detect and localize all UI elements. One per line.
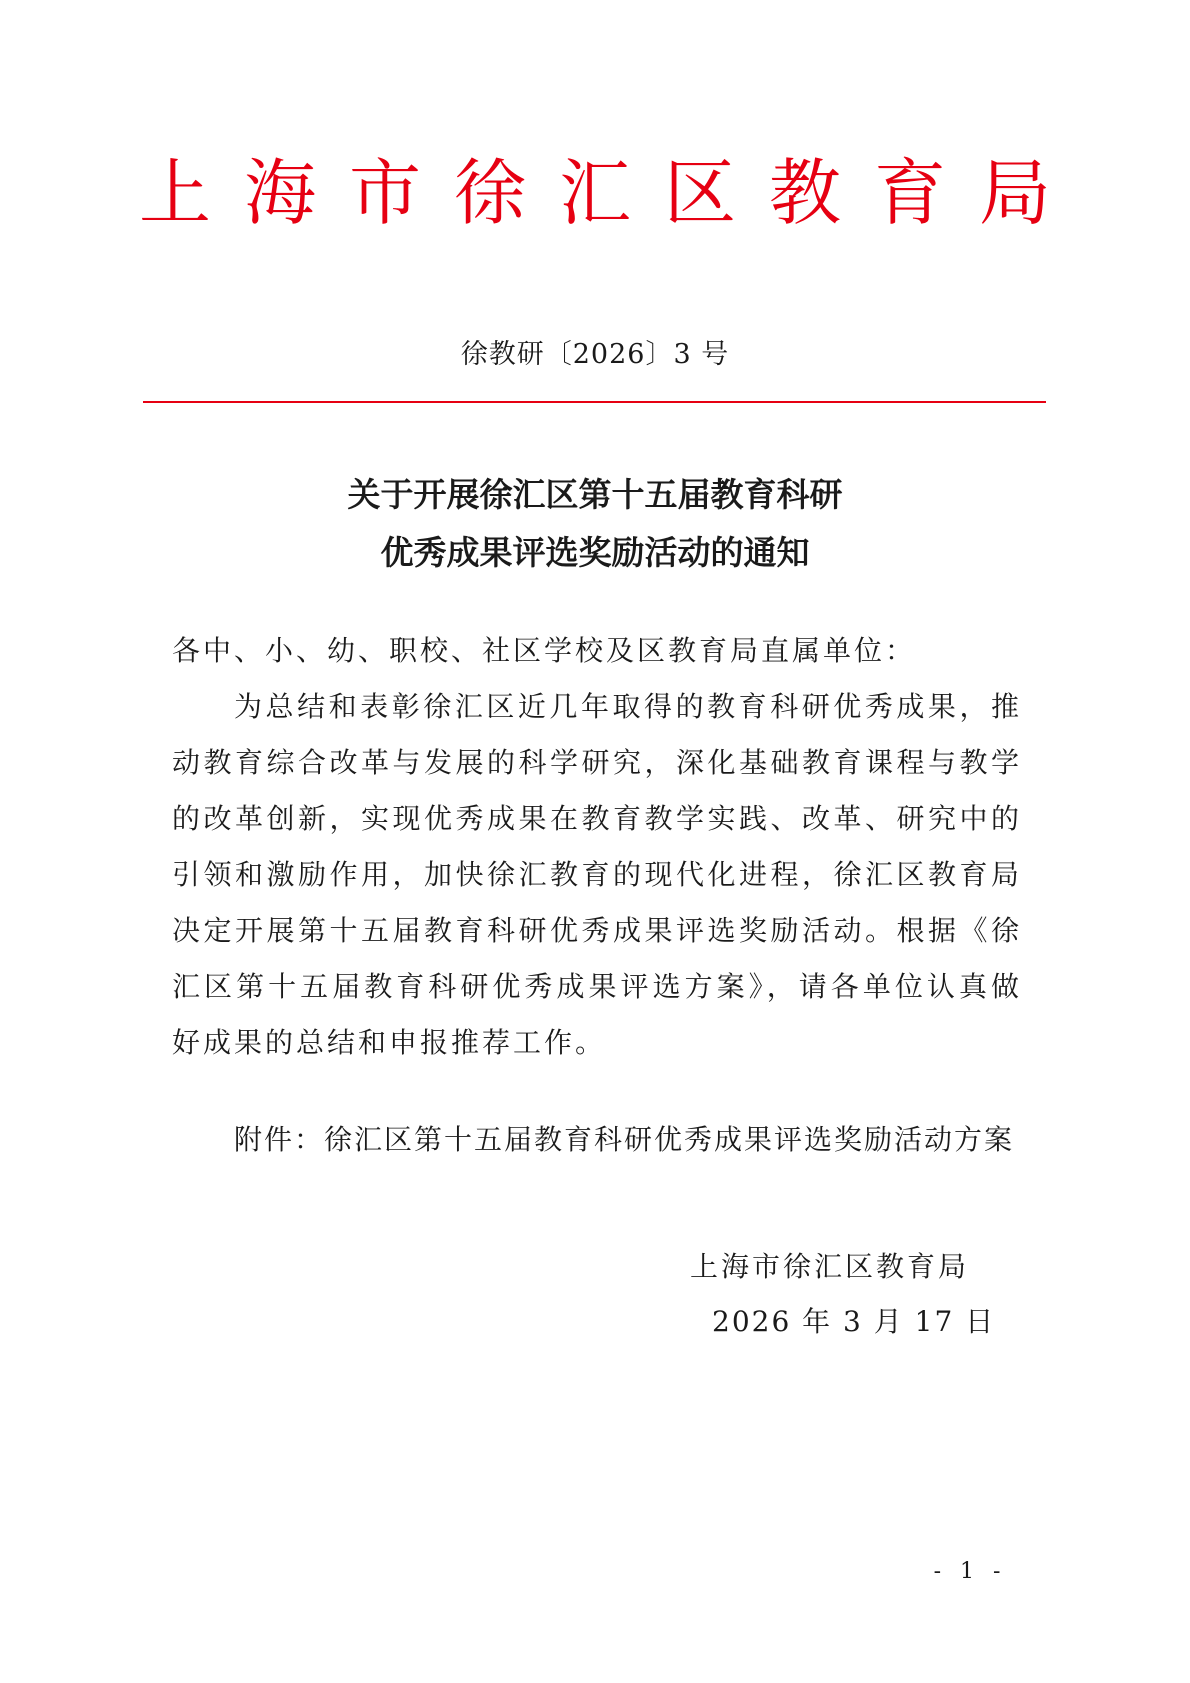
red-divider-line bbox=[143, 401, 1046, 403]
issue-date: 2026 年 3 月 17 日 bbox=[712, 1305, 996, 1338]
signer-name: 上海市徐汇区教育局 bbox=[690, 1250, 970, 1283]
attachment-note: 附件：徐汇区第十五届教育科研优秀成果评选奖励活动方案 bbox=[234, 1123, 1015, 1156]
document-number: 徐教研〔2026〕3 号 bbox=[460, 339, 730, 370]
page-number: - 1 - bbox=[933, 1559, 1007, 1584]
document-body bbox=[172, 623, 1022, 1071]
body-paragraph: 为总结和表彰徐汇区近几年取得的教育科研优秀成果，推动教育综合改革与发展的科学研究，深化基础教育课程与教学的改革创新，实现优秀成果在教育教学实践、改革、研究中的引领和激励作用，加快徐汇教育的现代化进程，徐汇区教育局决定开展第十五届教育科研优秀成果评选奖励活动。根据《徐汇区第十五届教育科研优秀成果评选方案》，请各单位认真做好成果的总结和申报推荐工作。 bbox=[172, 690, 1022, 1059]
document-title bbox=[0, 466, 1190, 582]
title-line-2: 优秀成果评选奖励活动的通知 bbox=[380, 533, 810, 572]
salutation: 各中、小、幼、职校、社区学校及区教育局直属单位： bbox=[172, 634, 917, 667]
title-line-1: 关于开展徐汇区第十五届教育科研 bbox=[347, 475, 843, 514]
issuer-masthead: 上海市徐汇区教育局 bbox=[138, 151, 1084, 235]
